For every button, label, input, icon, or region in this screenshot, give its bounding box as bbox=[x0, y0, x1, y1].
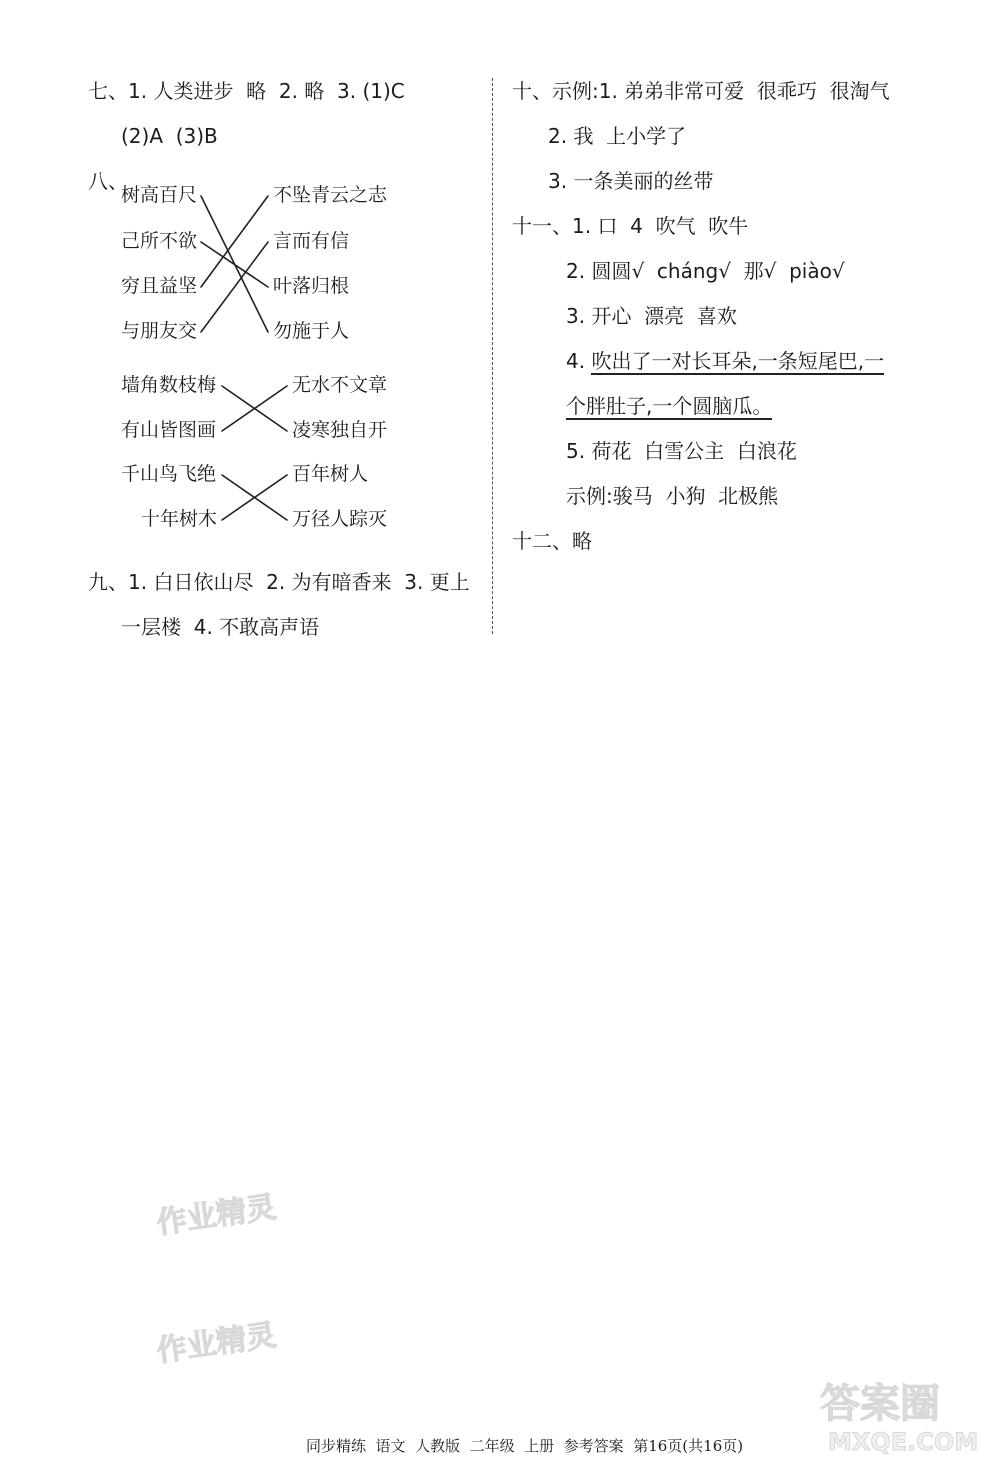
q11-line2: 2. 圆圆√ cháng√ 那√ piào√ bbox=[566, 259, 845, 283]
q11-line1: 十一、1. 口 4 吹气 吹牛 bbox=[512, 214, 749, 238]
match-right-7: 百年树人 bbox=[292, 463, 369, 485]
q8-label: 八、 bbox=[88, 169, 128, 193]
q7-line1: 七、1. 人类进步 略 2. 略 3. (1)C bbox=[88, 79, 405, 103]
q9-line2: 一层楼 4. 不敢高声语 bbox=[121, 615, 320, 639]
match-left-1: 树高百尺 bbox=[121, 184, 198, 206]
watermark-2: 作业精灵 bbox=[154, 1317, 279, 1370]
q7-line2: (2)A (3)B bbox=[121, 124, 218, 148]
q10-line2: 2. 我 上小学了 bbox=[548, 124, 687, 148]
match-left-5: 墙角数枝梅 bbox=[121, 374, 217, 396]
match-left-6: 有山皆图画 bbox=[121, 419, 217, 441]
q11-line4 bbox=[566, 348, 884, 374]
q10-line3: 3. 一条美丽的丝带 bbox=[548, 169, 714, 193]
q11-line5-underlined: 个胖肚子,一个圆脑瓜。 bbox=[566, 394, 773, 418]
match-right-6: 凌寒独自开 bbox=[292, 419, 388, 441]
match-right-2: 言而有信 bbox=[273, 230, 350, 252]
match-left-3: 穷且益坚 bbox=[121, 275, 198, 297]
match-line-4 bbox=[201, 242, 268, 332]
match-right-3: 叶落归根 bbox=[273, 275, 350, 297]
page-footer: 同步精练 语文 人教版 二年级 上册 参考答案 第16页(共16页) bbox=[306, 1437, 744, 1455]
q10-line1: 十、示例:1. 弟弟非常可爱 很乖巧 很淘气 bbox=[512, 79, 890, 103]
q11-line3: 3. 开心 漂亮 喜欢 bbox=[566, 304, 737, 328]
q11-line4-prefix: 4. bbox=[566, 349, 592, 373]
q11-line6: 5. 荷花 白雪公主 白浪花 bbox=[566, 439, 797, 463]
watermark-1: 作业精灵 bbox=[154, 1189, 279, 1242]
q11-line4-underlined: 吹出了一对长耳朵,一条短尾巴,一 bbox=[591, 349, 885, 373]
match-right-8: 万径人踪灭 bbox=[292, 508, 388, 530]
match-right-5: 无水不文章 bbox=[292, 374, 388, 396]
q11-line5 bbox=[566, 393, 772, 419]
match-right-4: 勿施于人 bbox=[273, 320, 350, 342]
watermark-4: MXQE.COM bbox=[828, 1428, 979, 1456]
match-left-2: 己所不欲 bbox=[121, 230, 198, 252]
match-left-7: 千山鸟飞绝 bbox=[121, 463, 217, 485]
column-divider bbox=[492, 78, 493, 634]
q9-line1: 九、1. 白日依山尽 2. 为有暗香来 3. 更上 bbox=[88, 570, 470, 594]
match-line-2 bbox=[201, 242, 268, 287]
q12-line1: 十二、略 bbox=[512, 529, 592, 553]
watermark-3: 答案圈 bbox=[820, 1381, 940, 1427]
match-left-4: 与朋友交 bbox=[121, 320, 198, 342]
match-line-3 bbox=[201, 196, 268, 287]
match-right-1: 不坠青云之志 bbox=[273, 184, 388, 206]
q11-line7: 示例:骏马 小狗 北极熊 bbox=[566, 484, 779, 508]
match-left-8: 十年树木 bbox=[141, 508, 218, 530]
